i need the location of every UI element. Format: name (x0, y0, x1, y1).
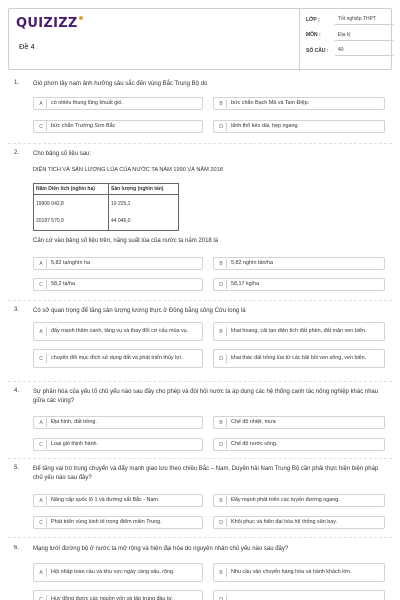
option-text: có nhiều thung lũng khuất gió. (51, 99, 123, 106)
table-cell: 20187 570,9 (34, 213, 109, 231)
option-c[interactable] (33, 278, 203, 291)
question-divider (8, 537, 392, 538)
question-5 (14, 465, 386, 535)
option-letter: D (216, 122, 227, 131)
option-text: Huy động được các nguồn vốn và tập trung đầu tư. (51, 595, 174, 600)
table-cell: 19906 042,8 (34, 195, 109, 213)
question-divider (8, 143, 392, 144)
option-letter: B (216, 327, 227, 336)
option-letter: D (216, 280, 227, 289)
option-letter: D (216, 354, 227, 363)
question-1 (14, 80, 386, 140)
option-d[interactable] (213, 278, 385, 291)
option-letter: D (216, 518, 227, 527)
meta-row-count (300, 43, 393, 59)
meta-label: SỐ CÂU : (306, 47, 329, 54)
option-letter: A (36, 568, 47, 577)
option-text: Loại gió thịnh hành. (51, 440, 99, 447)
option-letter: A (36, 496, 47, 505)
option-text: bức chắn Bạch Mã và Tam Điệp. (231, 99, 310, 106)
option-letter: B (216, 418, 227, 427)
table-row (34, 213, 179, 231)
option-c[interactable] (33, 516, 203, 529)
option-letter: C (36, 440, 47, 449)
table-header-cell: Sản lượng (nghìn tấn) (109, 184, 179, 195)
option-letter: B (216, 99, 227, 108)
option-letter: C (36, 280, 47, 289)
option-text: Nhu cầu vận chuyển hàng hóa và hành khách lớn. (231, 568, 352, 575)
question-6 (14, 545, 386, 600)
option-letter: D (216, 595, 227, 600)
option-text: 58,17 kg/ha (231, 280, 260, 287)
option-text: Khôi phục và hiện đại hóa hệ thống sân bay. (231, 518, 337, 525)
table-header-row (34, 184, 179, 195)
question-3 (14, 307, 386, 382)
option-d[interactable] (213, 349, 385, 368)
option-text: Đẩy mạnh phát triển các tuyến đường ngang. (231, 496, 340, 503)
meta-label: LỚP : (306, 16, 320, 23)
option-letter: B (216, 496, 227, 505)
table-row (34, 195, 179, 213)
question-text: Mạng lưới đường bộ ở nước ta mở rộng và hiện đại hóa do nguyên nhân chủ yếu nào sau đây? (33, 546, 289, 552)
option-text: Chế độ nhiệt, mưa (231, 418, 276, 425)
question-text: Sự phân hóa của yếu tố chủ yếu nào sau đây cho phép và đòi hỏi nước ta áp dụng các hệ thống canh tác nông nghiệp khác nhau giữa các vùng? (33, 389, 379, 404)
option-d[interactable] (213, 516, 385, 529)
option-a[interactable] (33, 322, 203, 341)
option-letter: A (36, 99, 47, 108)
meta-value: 40 (335, 45, 393, 56)
option-d[interactable] (213, 120, 385, 133)
meta-label: MÔN : (306, 32, 321, 39)
option-c[interactable] (33, 349, 203, 368)
question-number: 4. (14, 388, 20, 394)
option-b[interactable] (213, 322, 385, 341)
option-a[interactable] (33, 416, 203, 429)
meta-row-subject (300, 28, 393, 44)
question-divider (8, 300, 392, 301)
question-text: Để tăng vai trò trung chuyển và đẩy mạnh giao lưu theo chiều Bắc – Nam, Duyên hải Nam Trung Bộ cần phải thực hiện biện pháp chủ yếu nào sau đây? (33, 466, 379, 481)
question-divider (8, 381, 392, 382)
option-letter: C (36, 354, 47, 363)
option-b[interactable] (213, 97, 385, 110)
option-text: 5,82 tạ/nghìn ha (51, 259, 90, 266)
question-number: 1. (14, 80, 20, 86)
option-b[interactable] (213, 494, 385, 507)
option-letter: C (36, 122, 47, 131)
meta-value: Địa lý (335, 30, 393, 41)
option-text: 58,2 tạ/ha (51, 280, 75, 287)
question-followup-text: Căn cứ vào bảng số liệu trên, năng suất lúa của nước ta năm 2018 là (33, 238, 219, 244)
option-text: khai hoang, cải tạo diện tích đất phèn, đất mặn ven biển. (231, 327, 367, 334)
option-letter: C (36, 518, 47, 527)
worksheet-header (8, 8, 392, 70)
meta-box (299, 9, 393, 71)
question-text: Gió phơn tây nam ảnh hưởng sâu sắc đến vùng Bắc Trung Bộ do (33, 81, 208, 87)
option-b[interactable] (213, 416, 385, 429)
option-c[interactable] (33, 438, 203, 451)
meta-value: Tốt nghiệp THPT (335, 14, 393, 25)
meta-row-class (300, 12, 393, 28)
quizizz-logo: QUIZIZZ (16, 16, 83, 31)
option-a[interactable] (33, 97, 203, 110)
option-text: khai thác đất trồng lúa từ các bãi bồi ven sông, ven biển. (231, 354, 367, 361)
option-text: Hội nhập toàn cầu và khu vực ngày càng sâu, rộng. (51, 568, 175, 575)
question-text: Có sở quan trọng để tăng sản lượng lương thực ở Đồng bằng sông Cửu long là (33, 308, 246, 314)
question-divider (8, 458, 392, 459)
option-text: Địa hình, đất trồng. (51, 418, 97, 425)
option-letter: B (216, 568, 227, 577)
option-a[interactable] (33, 563, 203, 582)
option-c[interactable] (33, 590, 203, 600)
option-letter: A (36, 418, 47, 427)
option-d[interactable] (213, 590, 385, 600)
option-letter: A (36, 327, 47, 336)
question-2-followup (14, 237, 386, 297)
option-letter: A (36, 259, 47, 268)
question-number: 3. (14, 307, 20, 313)
option-a[interactable] (33, 494, 203, 507)
option-d[interactable] (213, 438, 385, 451)
option-c[interactable] (33, 120, 203, 133)
exam-title: Đề 4 (19, 42, 35, 51)
option-text: Phát triển vùng kinh tế trọng điểm miền Trung. (51, 518, 162, 525)
option-b[interactable] (213, 563, 385, 582)
option-text: lãnh thổ kéo dài, hẹp ngang. (231, 122, 300, 129)
question-4 (14, 388, 386, 458)
question-number: 6. (14, 545, 20, 551)
question-number: 5. (14, 465, 20, 471)
option-b[interactable] (213, 257, 385, 270)
option-letter: C (36, 595, 47, 600)
data-table (33, 183, 179, 231)
question-text: Cho bảng số liệu sau: (33, 151, 92, 157)
table-title: DIỆN TÍCH VÀ SẢN LƯỢNG LÚA CỦA NƯỚC TA NĂM 1990 VÀ NĂM 2018 (33, 167, 223, 173)
table-cell: 44 046,0 (109, 213, 179, 231)
option-text: 5,82 nghìn tấn/ha (231, 259, 273, 266)
option-text: Chế độ nước sông. (231, 440, 278, 447)
option-text: đẩy mạnh thâm canh, tăng vụ và thay đổi cơ cấu mùa vụ. (51, 327, 189, 334)
option-letter: B (216, 259, 227, 268)
option-letter: D (216, 440, 227, 449)
option-text: Nâng cấp quốc lộ 1 và đường sắt Bắc - Nam. (51, 496, 160, 503)
question-number: 2. (14, 150, 20, 156)
table-cell: 19 225,1 (109, 195, 179, 213)
table-header-cell: Năm Diện tích (nghìn ha) (34, 184, 109, 195)
option-a[interactable] (33, 257, 203, 270)
option-text: chuyển đổi mục đích sử dụng đất và phát triển thủy lợi. (51, 354, 183, 361)
option-text: bức chắn Trường Sơn Bắc (51, 122, 116, 129)
